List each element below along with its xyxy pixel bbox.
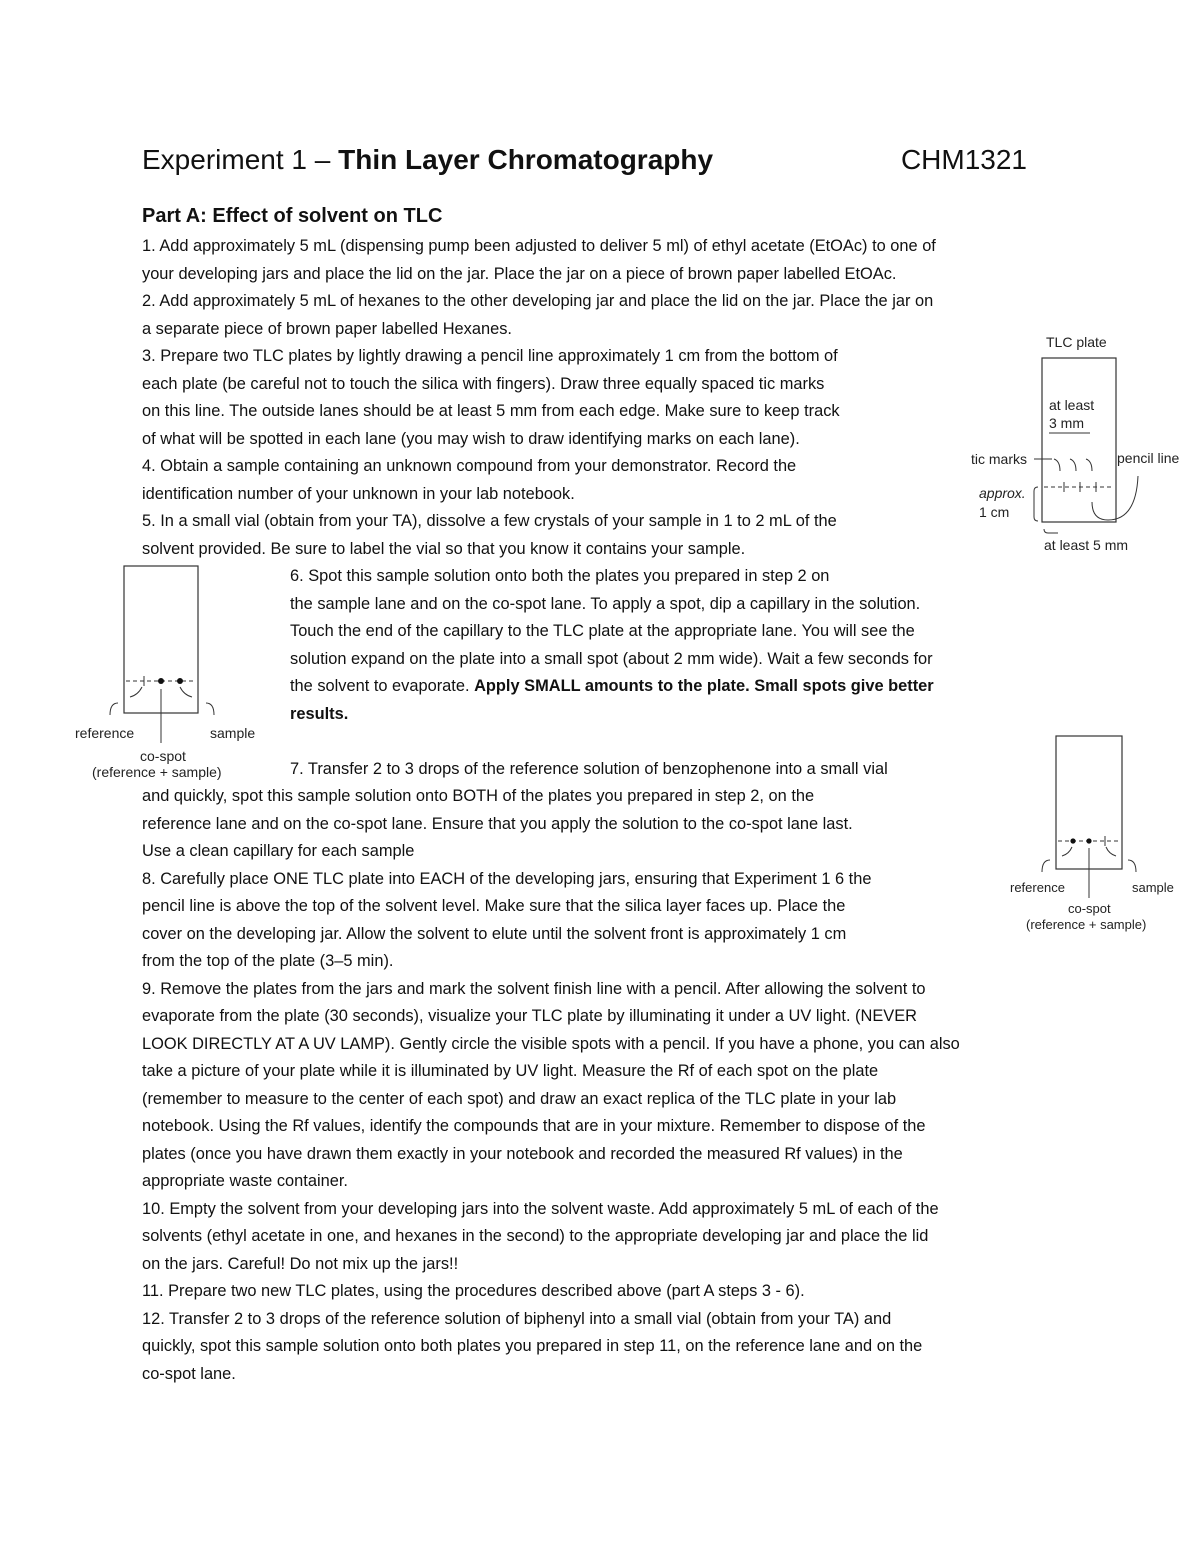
at-least-5mm-label: at least 5 mm [1044,537,1129,553]
spotting-left-svg [72,563,272,783]
text-line: pencil line is above the top of the solvent level. Make sure that the silica layer faces up. Place the [142,897,846,915]
approx-label: approx. [979,485,1026,501]
text-line: of what will be spotted in each lane (you may wish to draw identifying marks on each lane). [142,430,800,448]
spotting-right-svg [1008,733,1188,933]
reference-bracket [110,703,118,715]
text-line: and quickly, spot this sample solution onto BOTH of the plates you prepared in step 2, on the [142,787,815,805]
text-line: 12. Transfer 2 to 3 drops of the reference solution of biphenyl into a small vial (obtain from your TA) and [142,1310,892,1328]
text-line: 8. Carefully place ONE TLC plate into EACH of the developing jars, ensuring that Experiment 1 6 the [142,870,872,888]
text-line: cover on the developing jar. Allow the solvent to elute until the solvent front is approximately 1 cm [142,925,847,943]
sample-bracket [206,703,214,715]
text-line: 5. In a small vial (obtain from your TA), dissolve a few crystals of your sample in 1 to 2 mL of the [142,512,837,530]
cospot-dot [158,678,164,684]
cospot-label: co-spot [1068,901,1111,916]
reference-bracket [1042,860,1050,872]
text-line: 2. Add approximately 5 mL of hexanes to the other developing jar and place the lid on the jar. Place the jar on [142,292,934,310]
text-line: a separate piece of brown paper labelled Hexanes. [142,320,512,338]
text-line: Use a clean capillary for each sample [142,842,415,860]
pencil-line-pointer [1092,476,1138,520]
sample-arrow [180,687,192,697]
emphasis-text: Apply SMALL amounts to the plate. Small spots give better [474,677,934,695]
title-main: Thin Layer Chromatography [338,144,714,175]
text-line: quickly, spot this sample solution onto both plates you prepared in step 11, on the reference lane and on the [142,1337,923,1355]
plate-title-label: TLC plate [1046,334,1107,350]
text-line: 1. Add approximately 5 mL (dispensing pump been adjusted to deliver 5 ml) of ethyl acetate (EtOAc) to one of [142,237,936,255]
text-line: the sample lane and on the co-spot lane. To apply a spot, dip a capillary in the solution. [290,595,921,613]
at-least-3mm-label: at least [1049,397,1095,413]
tlc-plate-svg [960,328,1180,560]
cospot-label: co-spot [140,748,186,764]
text-line: appropriate waste container. [142,1172,348,1190]
text-line [290,673,934,701]
emphasis-text: results. [290,705,349,723]
spotting-diagram-right [1008,733,1188,933]
text-line: (remember to measure to the center of each spot) and draw an exact replica of the TLC plate in your lab [142,1090,897,1108]
text-line: 4. Obtain a sample containing an unknown compound from your demonstrator. Record the [142,457,797,475]
cospot-dot [1086,838,1091,843]
text-line: 11. Prepare two new TLC plates, using the procedures described above (part A steps 3 - 6). [142,1282,805,1300]
reference-arrow [1062,847,1072,856]
reference-arrow [130,687,142,697]
reference-dot [1070,838,1075,843]
cospot-detail-label: (reference + sample) [92,764,222,780]
spotting-diagram-left [72,563,272,783]
reference-label: reference [75,725,135,741]
tic-mark-arrows [1054,459,1092,471]
sample-label: sample [210,725,256,741]
text-line: 9. Remove the plates from the jars and mark the solvent finish line with a pencil. After allowing the solvent to [142,980,926,998]
text-run: the solvent to evaporate. [290,677,475,695]
one-cm-label: 1 cm [979,504,1010,520]
section-heading: Part A: Effect of solvent on TLC [142,205,443,227]
tic-marks-label: tic marks [971,451,1027,467]
five-mm-bracket [1044,529,1058,533]
text-line: each plate (be careful not to touch the silica with fingers). Draw three equally spaced tic marks [142,375,825,393]
text-line: 3. Prepare two TLC plates by lightly drawing a pencil line approximately 1 cm from the bottom of [142,347,838,365]
reference-label: reference [1010,880,1065,895]
text-line: identification number of your unknown in your lab notebook. [142,485,575,503]
text-line: evaporate from the plate (30 seconds), visualize your TLC plate by illuminating it under a UV light. (NEVER [142,1007,917,1025]
text-line: 10. Empty the solvent from your developing jars into the solvent waste. Add approximately 5 mL of each of the [142,1200,939,1218]
at-least-3mm-value: 3 mm [1049,415,1084,431]
sample-label: sample [1132,880,1174,895]
text-line: co-spot lane. [142,1365,236,1383]
text-line: on the jars. Careful! Do not mix up the jars!! [142,1255,459,1273]
text-line: your developing jars and place the lid on the jar. Place the jar on a piece of brown paper labelled EtOAc. [142,265,897,283]
text-line: 6. Spot this sample solution onto both the plates you prepared in step 2 on [290,567,830,585]
text-line: notebook. Using the Rf values, identify the compounds that are in your mixture. Remember to dispose of the [142,1117,926,1135]
tlc-plate-diagram [960,328,1180,560]
plate-outline [1042,358,1116,522]
text-line: take a picture of your plate while it is illuminated by UV light. Measure the Rf of each spot on the plate [142,1062,879,1080]
cospot-detail-label: (reference + sample) [1026,917,1147,932]
sample-arrow [1106,847,1116,856]
text-line: from the top of the plate (3–5 min). [142,952,394,970]
course-code: CHM1321 [900,144,1027,175]
pencil-line-label: pencil line [1117,450,1180,466]
text-line: reference lane and on the co-spot lane. Ensure that you apply the solution to the co-spot lane last. [142,815,853,833]
text-line: plates (once you have drawn them exactly in your notebook and recorded the measured Rf values) in the [142,1145,903,1163]
text-line: LOOK DIRECTLY AT A UV LAMP). Gently circle the visible spots with a pencil. If you have a phone, you can also [142,1035,960,1053]
text-line: solvents (ethyl acetate in one, and hexanes in the second) to the appropriate developing jar and place the lid [142,1227,929,1245]
text-line: solvent provided. Be sure to label the vial so that you know it contains your sample. [142,540,746,558]
title-prefix: Experiment 1 – [142,144,339,175]
text-line: on this line. The outside lanes should be at least 5 mm from each edge. Make sure to keep track [142,402,840,420]
one-cm-bracket [1034,487,1038,521]
page-title [142,140,1027,180]
text-line: Touch the end of the capillary to the TLC plate at the appropriate lane. You will see the [290,622,915,640]
text-line: solution expand on the plate into a small spot (about 2 mm wide). Wait a few seconds for [290,650,933,668]
text-line: 7. Transfer 2 to 3 drops of the reference solution of benzophenone into a small vial [290,760,888,778]
sample-dot [177,678,183,684]
sample-bracket [1128,860,1136,872]
